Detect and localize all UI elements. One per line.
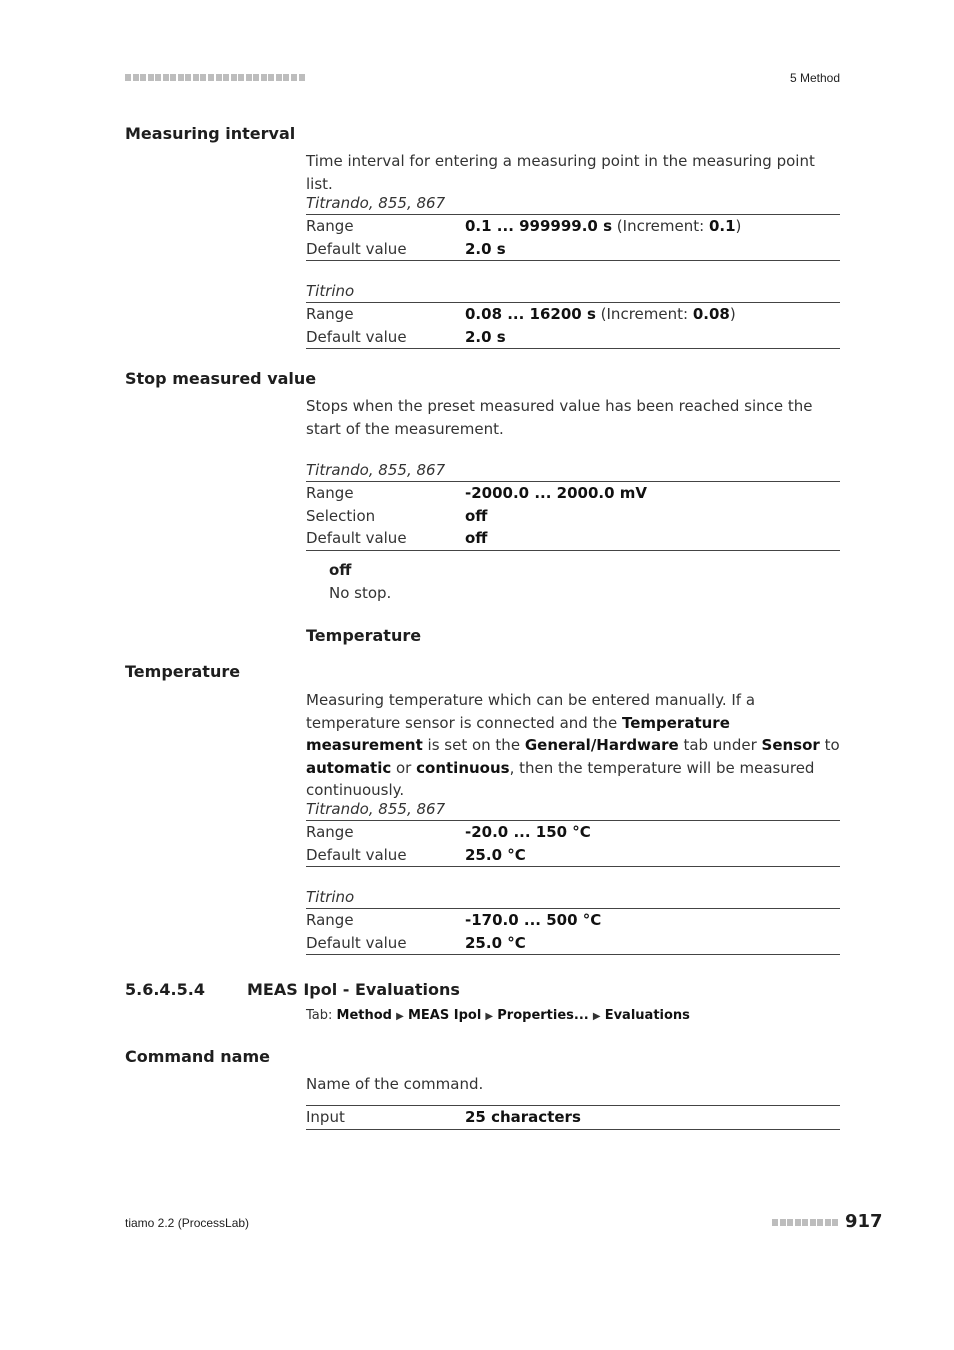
- param-heading-stop-measured-value: Stop measured value: [125, 369, 317, 388]
- row-label: Range: [306, 305, 354, 323]
- row-value: 0.1 ... 999999.0 s (Increment: 0.1): [465, 217, 742, 235]
- option-description: No stop.: [329, 584, 392, 602]
- row-label: Default value: [306, 529, 407, 547]
- row-value: -20.0 ... 150 °C: [465, 823, 591, 841]
- table-row: [306, 505, 840, 528]
- param-description: Measuring temperature which can be entered manually. If a temperature sensor is connected and the Temperature measurement is set on the General/Hardware tab under Sensor to automatic or continuous, then the temperature will be measured continuously.: [306, 691, 840, 799]
- param-description: Stops when the preset measured value has been reached since the start of the measurement.: [306, 397, 813, 438]
- row-value: -170.0 ... 500 °C: [465, 911, 602, 929]
- param-heading-measuring-interval: Measuring interval: [125, 124, 296, 143]
- table-title: Titrando, 855, 867: [306, 192, 840, 215]
- param-table-titrando: [306, 192, 840, 261]
- header-decoration: [125, 74, 307, 83]
- table-row: [306, 844, 840, 867]
- table-row: [306, 1106, 840, 1129]
- param-table-titrando: [306, 459, 840, 551]
- section-number: 5.6.4.5.4: [125, 980, 205, 999]
- row-label: Selection: [306, 506, 376, 525]
- row-value: off: [465, 506, 488, 525]
- arrow-right-icon: ▶: [592, 1011, 601, 1022]
- breadcrumb-item: Properties...: [497, 1008, 589, 1023]
- arrow-right-icon: ▶: [485, 1011, 494, 1022]
- row-label: Default value: [306, 845, 407, 864]
- row-value: 2.0 s: [465, 327, 506, 346]
- param-table-input: [306, 1105, 840, 1130]
- table-title: Titrino: [306, 280, 840, 303]
- table-row: [306, 238, 840, 261]
- param-description: Time interval for entering a measuring point in the measuring point list.: [306, 152, 815, 193]
- table-title: Titrino: [306, 886, 840, 909]
- param-table-titrino: [306, 280, 840, 349]
- row-label: Default value: [306, 239, 407, 258]
- row-label: Range: [306, 217, 354, 235]
- row-value: off: [465, 529, 488, 547]
- breadcrumb-item: MEAS Ipol: [407, 1008, 482, 1023]
- table-title: Titrando, 855, 867: [306, 459, 840, 482]
- table-row: [306, 527, 840, 550]
- row-label: Input: [306, 1108, 345, 1126]
- footer-decoration: [772, 1219, 840, 1228]
- table-row: [306, 482, 840, 505]
- row-value: -2000.0 ... 2000.0 mV: [465, 484, 647, 502]
- param-table-titrando: [306, 798, 840, 867]
- row-value: 2.0 s: [465, 239, 506, 258]
- row-value: 0.08 ... 16200 s (Increment: 0.08): [465, 305, 736, 323]
- param-description: Name of the command.: [306, 1075, 484, 1093]
- table-title: Titrando, 855, 867: [306, 798, 840, 821]
- footer-product: tiamo 2.2 (ProcessLab): [125, 1216, 250, 1230]
- row-label: Range: [306, 911, 354, 929]
- row-label: Range: [306, 484, 354, 502]
- breadcrumb-item: Evaluations: [604, 1008, 690, 1023]
- arrow-right-icon: ▶: [396, 1011, 404, 1022]
- row-value: 25 characters: [465, 1108, 581, 1126]
- option-name: off: [329, 561, 352, 579]
- page-number: 917: [845, 1211, 883, 1232]
- table-row: [306, 821, 840, 844]
- row-label: Range: [306, 823, 354, 841]
- param-heading-temperature: Temperature: [125, 662, 241, 681]
- table-row: [306, 932, 840, 955]
- param-heading-command-name: Command name: [125, 1047, 270, 1066]
- row-label: Default value: [306, 933, 407, 952]
- row-label: Default value: [306, 327, 407, 346]
- tab-subheading: Temperature: [306, 626, 422, 645]
- table-row: [306, 326, 840, 349]
- table-row: [306, 909, 840, 932]
- param-table-titrino: [306, 886, 840, 955]
- table-row: [306, 303, 840, 326]
- row-value: 25.0 °C: [465, 933, 526, 952]
- breadcrumb: Tab: Method ▶ MEAS Ipol ▶ Properties... ▶ Evaluations: [306, 1008, 690, 1023]
- chapter-title: 5 Method: [789, 71, 840, 85]
- section-title: MEAS Ipol - Evaluations: [247, 980, 460, 999]
- breadcrumb-item: Method: [336, 1008, 392, 1023]
- table-row: [306, 215, 840, 238]
- row-value: 25.0 °C: [465, 845, 526, 864]
